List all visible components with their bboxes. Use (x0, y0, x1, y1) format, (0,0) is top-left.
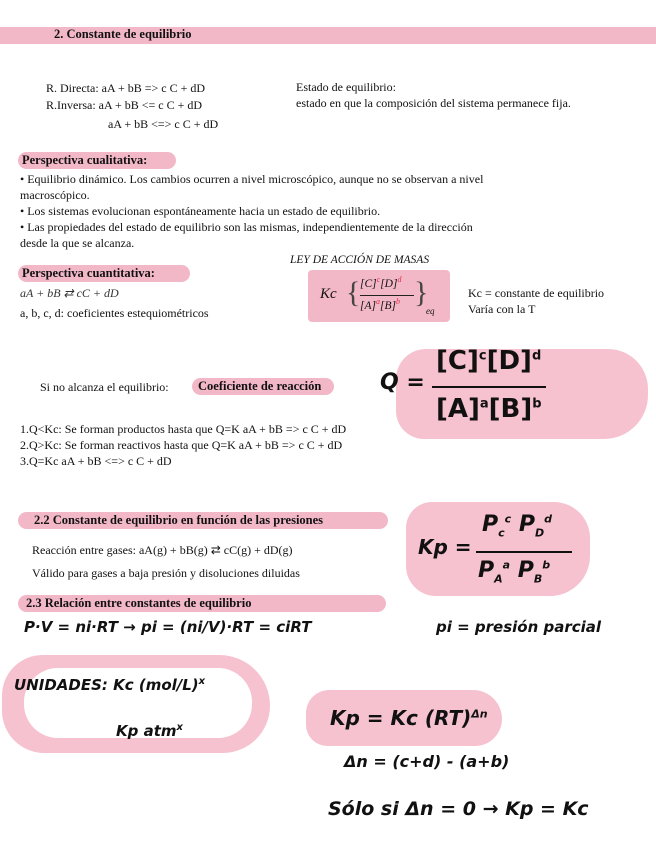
q-case-2: 2.Q>Kc: Se forman reactivos hasta que Q=K aA + bB => c C + dD (20, 438, 343, 452)
bullet-3a: • Las propiedades del estado de equilibrio son las mismas, independientemente de la dirección (20, 220, 473, 234)
general-reaction: aA + bB ⇄ cC + dD (20, 286, 119, 300)
varia-text: Varía con la T (468, 302, 536, 316)
section-title: 2. Constante de equilibrio (54, 27, 192, 41)
kp-kc-relation: Kp = Kc (RT)$^{\Delta n}$ (330, 706, 488, 730)
kc-definition: Kc = constante de equilibrio (468, 286, 605, 300)
unidades-text: UNIDADES: Kc $(mol/L)^x$ (14, 676, 206, 694)
gases-reaction: Reacción entre gases: aA(g) + bB(g) ⇄ cC(g) + dD(g) (32, 543, 293, 557)
fraction-line (360, 295, 414, 296)
cualitativa-title: Perspectiva cualitativa: (22, 153, 148, 167)
section22-title: 2.2 Constante de equilibrio en función de las presiones (34, 513, 324, 527)
no-equilibrio-text: Si no alcanza el equilibrio: (40, 380, 169, 394)
valido-text: Válido para gases a baja presión y disoluciones diluidas (32, 566, 300, 580)
coeficientes-text: a, b, c, d: coeficientes estequiométricos (20, 306, 209, 320)
q-fraction-line (432, 386, 546, 388)
presion-parcial-def: pi = presión parcial (436, 618, 602, 636)
eq-subscript: eq (426, 306, 435, 316)
estado-title: Estado de equilibrio: (296, 80, 396, 94)
kc-numerator: $[C]^c[D]^d$ (360, 275, 402, 290)
ley-accion-masas-title: LEY DE ACCIÓN DE MASAS (290, 254, 430, 266)
q-denominator: $[A]^a[B]^b$ (436, 394, 542, 424)
q-case-1: 1.Q<Kc: Se forman productos hasta que Q=K aA + bB => c C + dD (20, 422, 347, 436)
equilibrium-reaction: aA + bB <=> c C + dD (108, 117, 219, 131)
kp-atm-text: Kp atm$^x$ (116, 722, 183, 740)
q-numerator: $[C]^c[D]^d$ (436, 346, 542, 376)
coeficiente-label: Coeficiente de reacción (198, 379, 322, 393)
kc-denominator: $[A]^a[B]^b$ (360, 297, 400, 312)
bullet-3b: desde la que se alcanza. (20, 236, 135, 250)
pv-equation: P·V = ni·RT → pi = (ni/V)·RT = ciRT (24, 618, 312, 636)
bullet-1a: • Equilibrio dinámico. Los cambios ocurren a nivel microscópico, aunque no se observan a nivel (20, 172, 484, 186)
cuantitativa-title: Perspectiva cuantitativa: (22, 266, 155, 280)
inversa-reaction: R.Inversa: aA + bB <= c C + dD (46, 98, 203, 112)
bullet-1b: macroscópico. (20, 188, 90, 202)
kp-denominator: $P_A^a$ $P_B^b$ (478, 558, 551, 586)
section23-title: 2.3 Relación entre constantes de equilibrio (26, 596, 252, 610)
delta-n-equation: Δn = (c+d) - (a+b) (344, 752, 510, 771)
kp-fraction-line (476, 551, 572, 553)
solo-si-condition: Sólo si Δn = 0 → Kp = Kc (328, 798, 589, 820)
kc-formula-box (308, 270, 450, 322)
left-brace: { (346, 276, 361, 309)
estado-definition: estado en que la composición del sistema permanece fija. (296, 96, 571, 110)
kp-label: Kp = (418, 535, 472, 559)
q-case-3: 3.Q=Kc aA + bB <=> c C + dD (20, 454, 172, 468)
right-brace: } (414, 276, 429, 309)
directa-reaction: R. Directa: aA + bB => c C + dD (46, 81, 206, 95)
kp-numerator: $P_c^c$ $P_D^d$ (482, 512, 552, 540)
kc-symbol: Kc (320, 286, 337, 302)
bullet-2: • Los sistemas evolucionan espontáneamente hacia un estado de equilibrio. (20, 204, 381, 218)
q-label: Q = (380, 370, 425, 395)
